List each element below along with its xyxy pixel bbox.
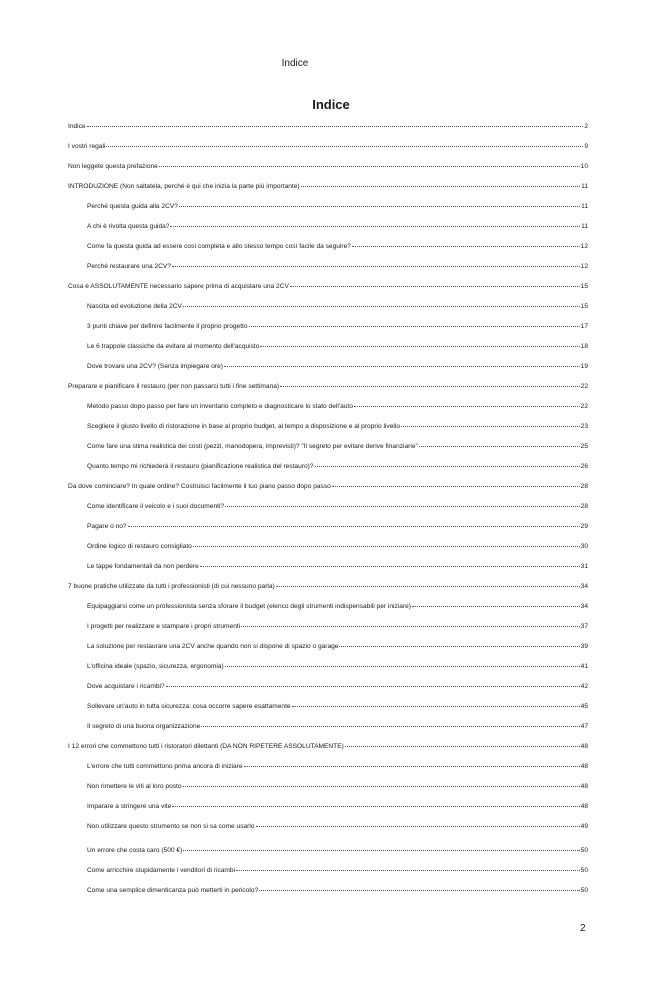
toc-dot-leader	[244, 759, 580, 767]
toc-entry[interactable]	[68, 480, 588, 492]
toc-entry-page: 25	[580, 443, 588, 450]
toc-entry-page: 50	[580, 887, 588, 894]
toc-entry-title: Come arricchire stupidamente i venditori di ricambi	[87, 867, 236, 874]
toc-entry-page: 11	[581, 203, 588, 210]
toc-entry-title: La soluzione per restaurare una 2CV anche quando non si dispone di spazio o garage	[87, 643, 339, 650]
toc-entry-page: 28	[580, 483, 588, 490]
toc-entry-title: Scegliere il giusto livello di ristorazione in base al proprio budget, al tempo a disposizione e al proprio livello	[87, 423, 401, 430]
toc-dot-leader	[352, 239, 580, 247]
toc-dot-leader	[170, 219, 580, 227]
toc-entry-title: Indice	[68, 123, 86, 130]
toc-dot-leader	[183, 843, 579, 851]
toc-entry[interactable]	[87, 220, 588, 232]
toc-entry-page: 2	[584, 123, 588, 130]
toc-dot-leader	[290, 279, 580, 287]
toc-entry[interactable]	[68, 380, 588, 392]
toc-entry-title: Non rimettere le viti al loro posto	[87, 783, 182, 790]
toc-dot-leader	[106, 139, 583, 147]
toc-entry-title: I vostri regali	[68, 143, 106, 150]
toc-dot-leader	[236, 863, 580, 871]
toc-entry-title: Perché questa guida alla 2CV?	[87, 203, 178, 210]
toc-entry-title: Quanto tempo mi richiederà il restauro (pianificazione realistica del restauro)?	[87, 463, 314, 470]
toc-entry-page: 48	[580, 763, 588, 770]
running-header	[0, 58, 660, 69]
toc-entry[interactable]	[87, 320, 588, 332]
toc-dot-leader	[128, 519, 580, 527]
toc-entry[interactable]	[87, 864, 588, 876]
toc-dot-leader	[225, 659, 580, 667]
toc-entry[interactable]	[87, 300, 588, 312]
toc-entry-page: 34	[580, 583, 588, 590]
toc-entry-page: 10	[580, 163, 588, 170]
toc-entry[interactable]	[87, 420, 588, 432]
toc-dot-leader	[276, 579, 580, 587]
toc-entry-title: 3 punti chiave per definire facilmente il proprio progetto	[87, 323, 248, 330]
toc-entry[interactable]	[87, 440, 588, 452]
toc-entry-title: Le tappe fondamentali da non perdere	[87, 563, 199, 570]
toc-dot-leader	[256, 819, 580, 827]
toc-entry-page: 26	[580, 463, 588, 470]
toc-entry-title: Un errore che costa caro (500 €)	[87, 847, 183, 854]
toc-dot-leader	[183, 299, 580, 307]
toc-entry-page: 41	[580, 663, 588, 670]
toc-entry-page: 45	[580, 703, 588, 710]
toc-dot-leader	[224, 359, 580, 367]
toc-entry-title: Come identificare il veicolo e i suoi documenti?	[87, 503, 225, 510]
toc-entry-page: 48	[580, 783, 588, 790]
toc-entry[interactable]	[87, 400, 588, 412]
toc-entry-title: Le 6 trappole classiche da evitare al momento dell'acquisto	[87, 343, 260, 350]
toc-entry[interactable]	[87, 640, 588, 652]
toc-entry-page: 37	[580, 623, 588, 630]
toc-entry-page: 30	[580, 543, 588, 550]
toc-entry[interactable]	[87, 720, 588, 732]
toc-entry-title: A chi è rivolta questa guida?	[87, 223, 170, 230]
toc-entry[interactable]	[87, 460, 588, 472]
toc-entry-page: 9	[584, 143, 588, 150]
toc-entry[interactable]	[87, 680, 588, 692]
toc-entry-page: 15	[580, 303, 588, 310]
toc-entry-page: 22	[580, 383, 588, 390]
toc-entry-title: L'errore che tutti commettono prima ancora di iniziare	[87, 763, 243, 770]
toc-heading	[0, 97, 660, 112]
toc-dot-leader	[332, 479, 580, 487]
toc-dot-leader	[201, 719, 579, 727]
toc-entry-page: 29	[580, 523, 588, 530]
toc-entry[interactable]	[87, 260, 588, 272]
toc-entry[interactable]	[87, 800, 588, 812]
toc-entry[interactable]	[87, 520, 588, 532]
toc-entry-title: Ordine logico di restauro consigliato	[87, 543, 192, 550]
toc-entry-title: Non utilizzare questo strumento se non si sa come usarlo	[87, 823, 255, 830]
toc-entry-page: 18	[580, 343, 588, 350]
toc-dot-leader	[315, 459, 580, 467]
toc-entry-title: Preparare e pianificare il restauro (per non passarci tutti i fine settimana)	[68, 383, 280, 390]
toc-entry-page: 15	[580, 283, 588, 290]
toc-entry[interactable]	[87, 600, 588, 612]
page-number: 2	[580, 923, 586, 934]
toc-entry-title: Dove trovare una 2CV? (Senza impiegare ore)	[87, 363, 223, 370]
toc-entry[interactable]	[68, 160, 588, 172]
toc-entry-page: 31	[580, 563, 588, 570]
toc-dot-leader	[193, 539, 580, 547]
toc-entry-page: 19	[580, 363, 588, 370]
toc-dot-leader	[301, 179, 581, 187]
toc-entry-page: 48	[580, 803, 588, 810]
toc-entry-page: 47	[580, 723, 588, 730]
toc-entry-page: 12	[580, 243, 588, 250]
toc-dot-leader	[179, 199, 580, 207]
toc-entry-page: 34	[580, 603, 588, 610]
toc-entry-page: 12	[580, 263, 588, 270]
toc-dot-leader	[280, 379, 580, 387]
toc-dot-leader	[183, 779, 580, 787]
toc-dot-leader	[260, 339, 579, 347]
toc-entry[interactable]	[87, 844, 588, 856]
toc-entry-title: I 12 errori che commettono tutti i ristoratori dilettanti (DA NON RIPETERE ASSOLUTAMENTE)	[68, 743, 344, 750]
toc-entry-title: Cosa è ASSOLUTAMENTE necessario sapere prima di acquistare una 2CV	[68, 283, 289, 290]
toc-dot-leader	[200, 559, 580, 567]
toc-dot-leader	[354, 399, 580, 407]
toc-dot-leader	[172, 259, 580, 267]
toc-entry-title: Dove acquistare i ricambi?	[87, 683, 165, 690]
toc-entry[interactable]	[87, 360, 588, 372]
toc-entry[interactable]	[87, 240, 588, 252]
toc-entry-page: 11	[581, 223, 588, 230]
toc-entry[interactable]	[68, 580, 588, 592]
toc-entry[interactable]	[87, 560, 588, 572]
toc-entry-title: Nascita ed evoluzione della 2CV	[87, 303, 182, 310]
toc-entry-page: 22	[580, 403, 588, 410]
toc-entry-title: Metodo passo dopo passo per fare un inventario completo e diagnosticare lo stato dell'auto	[87, 403, 353, 410]
toc-dot-leader	[166, 679, 580, 687]
toc-dot-leader	[249, 319, 580, 327]
toc-entry[interactable]	[68, 280, 588, 292]
toc-entry-title: Sollevare un'auto in tutta sicurezza: cosa occorre sapere esattamente	[87, 703, 291, 710]
toc-entry[interactable]	[68, 140, 588, 152]
toc-entry[interactable]	[68, 120, 588, 132]
toc-entry-page: 49	[580, 823, 588, 830]
toc-entry[interactable]	[87, 700, 588, 712]
toc-entry[interactable]	[87, 780, 588, 792]
toc-entry[interactable]	[87, 820, 588, 832]
toc-entry-page: 17	[580, 323, 588, 330]
toc-dot-leader	[292, 699, 580, 707]
toc-entry-page: 50	[580, 867, 588, 874]
toc-dot-leader	[259, 883, 579, 891]
toc-heading-text: Indice	[312, 97, 350, 112]
toc-entry[interactable]	[87, 500, 588, 512]
toc-entry-title: Il segreto di una buona organizzazione	[87, 723, 201, 730]
toc-entry-title: Come fa questa guida ad essere così completa e allo stesso tempo così facile da seguire?	[87, 243, 351, 250]
toc-entry-title: Come fare una stima realistica dei costi (pezzi, manodopera, imprevisti)? "Il segreto per evitare derive finanziarie"	[87, 443, 418, 450]
toc-entry[interactable]	[68, 180, 588, 192]
toc-dot-leader	[339, 639, 579, 647]
toc-entry-title: I progetti per realizzare e stampare i propri strumenti	[87, 623, 241, 630]
toc-entry-title: INTRODUZIONE (Non saltatela, perché è qui che inizia la parte più importante)	[68, 183, 300, 190]
toc-dot-leader	[345, 739, 580, 747]
toc-entry[interactable]	[87, 760, 588, 772]
toc-entry-page: 39	[580, 643, 588, 650]
toc-entry[interactable]	[87, 200, 588, 212]
toc-entry-title: Equipaggiarsi come un professionista senza sforare il budget (elenco degli strumenti indispensabili per iniziare)	[87, 603, 412, 610]
toc-entry-title: Da dove cominciare? In quale ordine? Costruisci facilmente il tuo piano passo dopo passo	[68, 483, 331, 490]
toc-dot-leader	[172, 799, 579, 807]
running-header-title: Indice	[281, 58, 309, 69]
toc-entry-page: 28	[580, 503, 588, 510]
toc-entry[interactable]	[87, 620, 588, 632]
toc-entry-title: L'officina ideale (spazio, sicurezza, ergonomia)	[87, 663, 224, 670]
toc-entry-page: 11	[581, 183, 588, 190]
toc-entry[interactable]	[87, 660, 588, 672]
toc-dot-leader	[241, 619, 579, 627]
toc-dot-leader	[401, 419, 580, 427]
toc-entry-page: 48	[580, 743, 588, 750]
toc-dot-leader	[225, 499, 580, 507]
toc-entry-title: Come una semplice dimenticanza può metterti in pericolo?	[87, 887, 259, 894]
toc-dot-leader	[412, 599, 580, 607]
toc-entry[interactable]	[68, 740, 588, 752]
toc-entry-title: Perché restaurare una 2CV?	[87, 263, 171, 270]
toc-entry-page: 50	[580, 847, 588, 854]
toc-entry[interactable]	[87, 540, 588, 552]
toc-dot-leader	[159, 159, 580, 167]
toc-entry[interactable]	[87, 340, 588, 352]
toc-entry-title: 7 buone pratiche utilizzate da tutti i professionisti (di cui nessuno parla)	[68, 583, 275, 590]
toc-entry-page: 42	[580, 683, 588, 690]
toc-entry[interactable]	[87, 884, 588, 896]
toc-dot-leader	[87, 119, 584, 127]
toc-entry-page: 23	[580, 423, 588, 430]
toc-entry-title: Pagare o no?	[87, 523, 127, 530]
toc-entry-title: Imparare a stringere una vite	[87, 803, 172, 810]
toc-dot-leader	[419, 439, 580, 447]
toc-entry-title: Non leggete questa prefazione	[68, 163, 158, 170]
